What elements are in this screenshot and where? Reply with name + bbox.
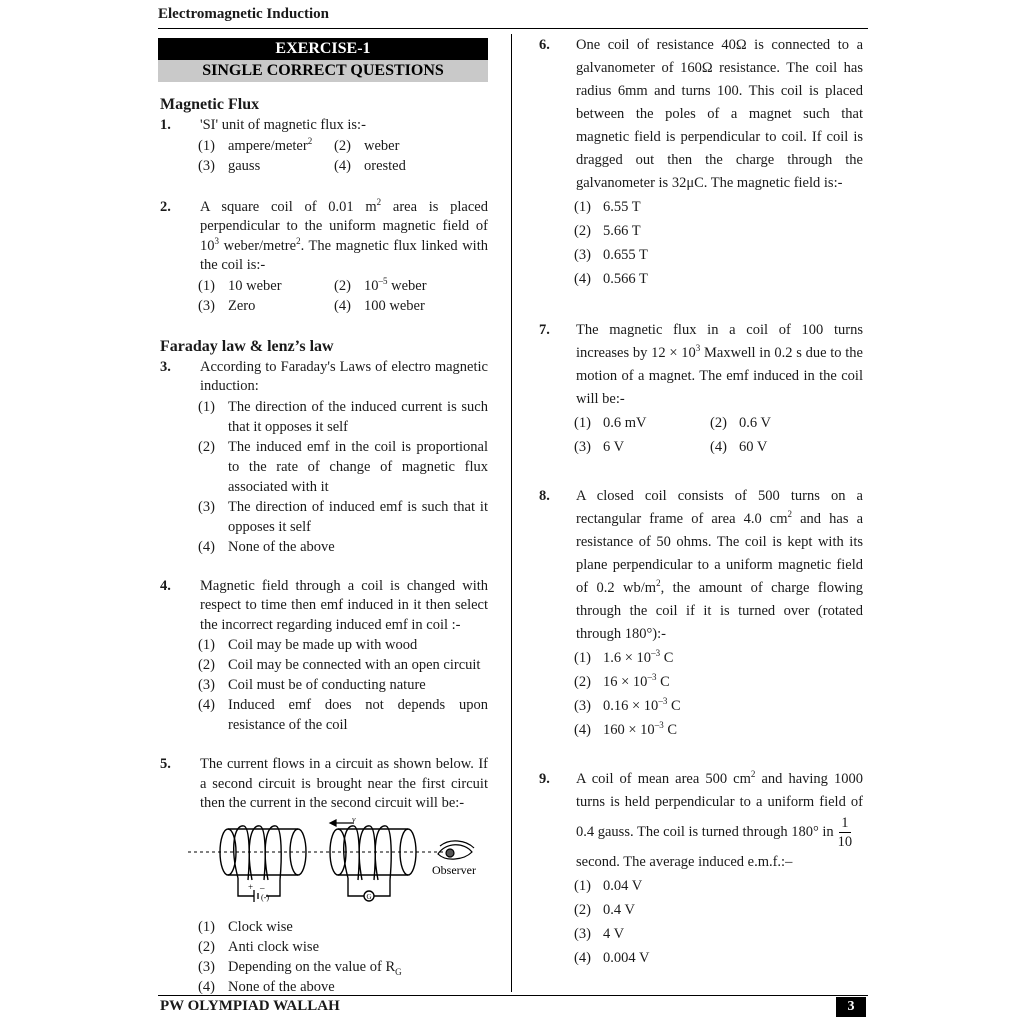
question-9 xyxy=(537,768,863,874)
question-number: 6. xyxy=(539,37,550,53)
footer-rule xyxy=(158,995,868,996)
option: (1) 6.55 T xyxy=(574,199,641,215)
question-1 xyxy=(158,116,488,136)
option: (4) None of the above xyxy=(198,978,335,995)
option: (2) 0.6 V xyxy=(710,415,771,431)
option: (2) 5.66 T xyxy=(574,223,641,239)
option: (1) $1.6 \times 10^{-3}$ C xyxy=(574,648,674,666)
question-number: 3. xyxy=(160,358,171,375)
option: (4) $160 \times 10^{-3}$ C xyxy=(574,720,677,738)
question-number: 8. xyxy=(539,488,550,504)
velocity-label: v xyxy=(352,817,356,824)
question-number: 9. xyxy=(539,771,550,787)
options-5 xyxy=(198,917,488,997)
option: (2) weber xyxy=(334,137,400,154)
question-text: The current flows in a circuit as shown below. If a second circuit is brought near the first circuit then the current in the second circuit will be:- xyxy=(200,756,488,811)
options-2 xyxy=(198,276,488,316)
option: (4) orested xyxy=(334,157,406,174)
options-9 xyxy=(574,874,863,970)
options-8 xyxy=(574,646,863,742)
option: (3) Depending on the value of $R_G$ xyxy=(198,958,402,977)
left-column xyxy=(158,38,488,997)
option: (4) Induced emf does not depends upon resistance of the coil xyxy=(198,697,488,733)
options-1 xyxy=(198,136,488,176)
question-text: Magnetic field through a coil is changed with respect to time then emf induced in it then select the incorrect regarding induced emf in coil :- xyxy=(200,577,488,633)
question-text: A square coil of 0.01 $m^2$ area is placed perpendicular to the uniform magnetic field of $10^3$ weber/metre$^2$. The magnetic flux linked with the coil is:- xyxy=(200,196,488,273)
options-3 xyxy=(198,397,488,557)
options-7 xyxy=(574,411,863,459)
option: (4) 100 weber xyxy=(334,297,425,314)
option: (1) The direction of the induced current is such that it opposes it self xyxy=(198,398,488,435)
section-magnetic-flux: Magnetic Flux xyxy=(160,96,260,113)
option: (3) Coil must be of conducting nature xyxy=(198,677,426,693)
fraction: $\frac{1}{10}$ xyxy=(837,815,853,850)
option: (3) Zero xyxy=(198,297,256,314)
option: (3) gauss xyxy=(198,157,261,174)
options-4 xyxy=(198,635,488,735)
option: (4) 60 V xyxy=(710,439,768,455)
question-text: The magnetic flux in a coil of 100 turns increases by $12 \times 10^3$ Maxwell in 0.2 s due to the motion of a magnet. The emf induced in the coil will be:- xyxy=(576,322,863,407)
battery-label: (-) xyxy=(261,892,269,902)
question-4 xyxy=(158,577,488,636)
question-text: A coil of mean area 500 $cm^2$ and having 1000 turns is held perpendicular to a uniform field of 0.4 gauss. The coil is turned through 180° in $\frac{1}{10}$ second. The average induced e.m.f.:– xyxy=(576,769,863,870)
option: (2) The induced emf in the coil is proportional to the rate of change of magnetic flux associated with it xyxy=(198,438,488,495)
column-divider xyxy=(511,34,512,992)
velocity-arrow-icon xyxy=(330,817,356,826)
question-8 xyxy=(537,485,863,646)
question-5 xyxy=(158,755,488,814)
option: (3) 0.655 T xyxy=(574,247,648,263)
option: (1) Coil may be made up with wood xyxy=(198,637,418,653)
question-number: 5. xyxy=(160,756,171,772)
option: (3) 4 V xyxy=(574,926,625,942)
footer-brand: PW OLYMPIAD WALLAH xyxy=(160,998,340,1014)
question-6 xyxy=(537,34,863,195)
option: (1) 10 weber xyxy=(198,277,282,294)
observer-label: Observer xyxy=(432,862,476,877)
question-number: 4. xyxy=(160,577,171,594)
option: (3) $0.16 \times 10^{-3}$ C xyxy=(574,696,681,714)
page-number: 3 xyxy=(836,997,866,1017)
option: (1) ampere/meter$^2$ xyxy=(198,135,313,154)
option: (2) 0.4 V xyxy=(574,902,635,918)
two-coils-diagram xyxy=(188,818,488,912)
question-number: 7. xyxy=(539,322,550,338)
eye-icon xyxy=(438,840,474,858)
question-text: 'SI' unit of magnetic flux is:- xyxy=(200,117,366,133)
option: (2) $16 \times 10^{-3}$ C xyxy=(574,672,670,690)
option: (3) The direction of induced emf is such that it opposes it self xyxy=(198,498,488,535)
option: (4) 0.566 T xyxy=(574,271,648,287)
question-number: 2. xyxy=(160,198,171,215)
question-7 xyxy=(537,319,863,411)
options-6 xyxy=(574,195,863,291)
question-text: A closed coil consists of 500 turns on a rectangular frame of area 4.0 $cm^2$ and has a resistance of 50 ohms. The coil is kept with its plane perpendicular to a uniform magnetic field of 0.2 $wb/m^2$, the amount of charge flowing through the coil if it is turned over (rotated through 180°):- xyxy=(576,488,864,642)
question-3 xyxy=(158,358,488,397)
battery-minus-label: – xyxy=(260,882,265,893)
option: (2) Anti clock wise xyxy=(198,938,320,955)
option: (4) None of the above xyxy=(198,538,335,555)
right-coil xyxy=(330,825,416,900)
option: (2) Coil may be connected with an open circuit xyxy=(198,657,481,673)
header-rule xyxy=(158,28,868,29)
option: (1) Clock wise xyxy=(198,918,293,935)
exercise-title: EXERCISE-1 xyxy=(158,38,488,60)
right-column xyxy=(537,34,863,970)
galvanometer-label: G xyxy=(366,892,372,901)
option: (1) 0.6 mV xyxy=(574,415,647,431)
option: (2) $10^{-5}$ weber xyxy=(334,275,427,294)
question-text: According to Faraday's Laws of electro magnetic induction: xyxy=(200,358,488,394)
question-number: 1. xyxy=(160,117,171,133)
exercise-subtitle: SINGLE CORRECT QUESTIONS xyxy=(158,60,488,82)
question-text: One coil of resistance 40Ω is connected to a galvanometer of 160Ω resistance. The coil has radius 6mm and turns 100. This coil is placed between the poles of a magnet such that magnetic field is perpendicular to coil. If coil is dragged out then the charge through the galvanometer is 32μC. The magnetic field is:- xyxy=(576,37,863,191)
battery-icon xyxy=(254,890,258,902)
section-faraday-law: Faraday law & lenz’s law xyxy=(160,337,334,355)
page-header-title: Electromagnetic Induction xyxy=(158,6,329,22)
option: (1) 0.04 V xyxy=(574,878,643,894)
question-2 xyxy=(158,198,488,276)
option: (4) 0.004 V xyxy=(574,950,650,966)
battery-plus-label: + xyxy=(248,881,254,892)
option: (3) 6 V xyxy=(574,439,625,455)
